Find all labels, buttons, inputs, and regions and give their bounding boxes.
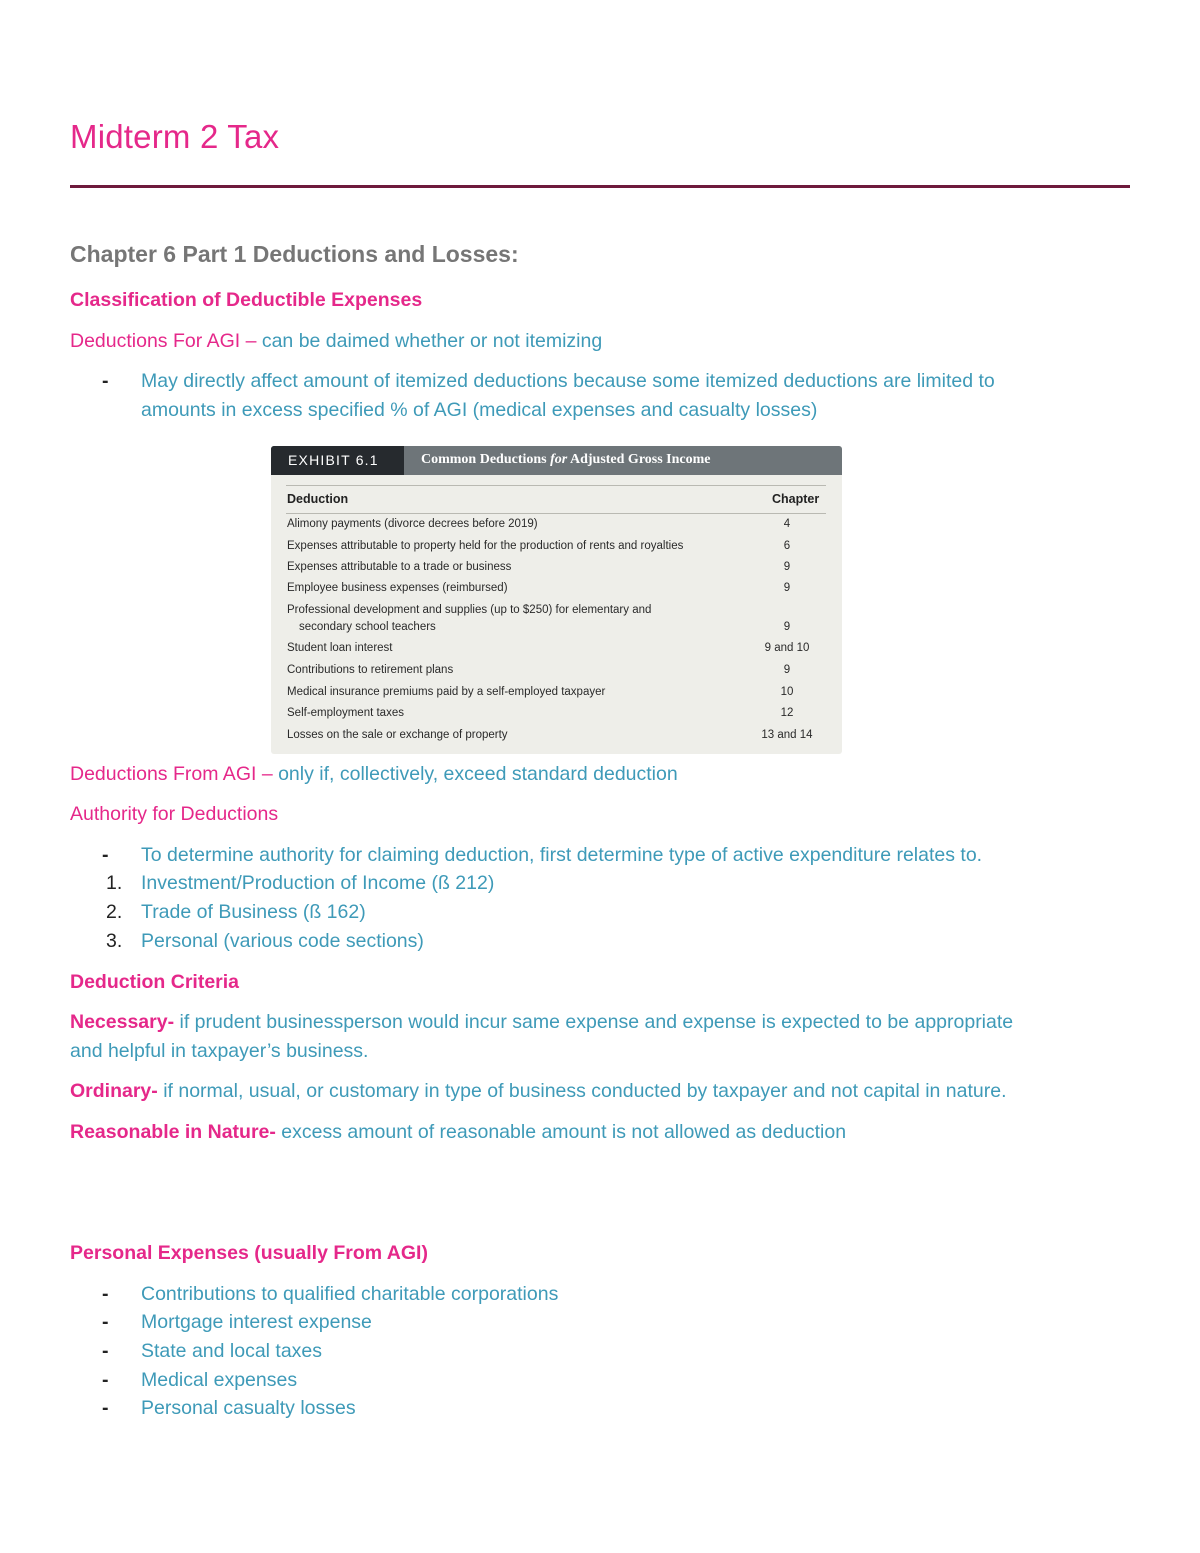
from-agi-paragraph	[70, 760, 678, 789]
from-agi-text: only if, collectively, exceed standard deduction	[272, 763, 678, 785]
exhibit-cell-chapter: 13 and 14	[761, 729, 813, 741]
exhibit-cell-chapter: 9	[783, 582, 791, 594]
exhibit-header	[271, 446, 842, 475]
classification-heading: Classification of Deductible Expenses	[70, 289, 423, 311]
exhibit-cell-chapter: 6	[783, 540, 791, 552]
reasonable-label: Reasonable in Nature-	[70, 1121, 276, 1143]
exhibit-cell-deduction: Self-employment taxes	[287, 707, 404, 719]
bullet-marker: -	[102, 1311, 109, 1333]
exhibit-cell-chapter: 9	[783, 621, 791, 633]
chapter-heading: Chapter 6 Part 1 Deductions and Losses:	[70, 241, 519, 267]
exhibit-cell-chapter: 9	[783, 664, 791, 676]
exhibit-cell-deduction: Medical insurance premiums paid by a self-employed taxpayer	[287, 686, 606, 698]
for-agi-paragraph	[70, 327, 602, 356]
personal-item: Contributions to qualified charitable corporations	[141, 1283, 559, 1305]
exhibit-cell-deduction: Losses on the sale or exchange of property	[287, 729, 508, 741]
for-agi-bullet-line1: May directly affect amount of itemized deductions because some itemized deductions are limited to	[141, 370, 995, 392]
list-text: Trade of Business (ß 162)	[141, 901, 366, 923]
exhibit-cell-deduction: Contributions to retirement plans	[287, 664, 454, 676]
criteria-heading: Deduction Criteria	[70, 971, 240, 993]
exhibit-cell-chapter: 10	[780, 686, 794, 698]
exhibit-cell-chapter: 12	[780, 707, 794, 719]
exhibit-cell-deduction-cont: secondary school teachers	[299, 621, 436, 633]
reasonable-text: excess amount of reasonable amount is not allowed as deduction	[275, 1121, 847, 1143]
exhibit-rule-header	[286, 513, 826, 514]
exhibit-col-chapter: Chapter	[772, 492, 820, 506]
exhibit-rule-top	[286, 485, 826, 486]
personal-item: Personal casualty losses	[141, 1397, 356, 1419]
personal-item: Mortgage interest expense	[141, 1311, 372, 1333]
bullet-marker: -	[102, 1369, 109, 1391]
bullet-marker: -	[102, 1397, 109, 1419]
exhibit-cell-deduction: Expenses attributable to a trade or business	[287, 561, 512, 573]
ordinary-label: Ordinary-	[70, 1080, 158, 1102]
list-text: Investment/Production of Income (ß 212)	[141, 872, 495, 894]
exhibit-cell-deduction: Student loan interest	[287, 642, 393, 654]
for-agi-label: Deductions For AGI –	[70, 330, 257, 352]
exhibit-tag: EXHIBIT 6.1	[271, 446, 404, 475]
exhibit-cell-deduction: Professional development and supplies (up to $250) for elementary and	[287, 604, 652, 616]
reasonable-paragraph	[70, 1118, 846, 1147]
ordinary-text: if normal, usual, or customary in type of business conducted by taxpayer and not capital in nature.	[157, 1080, 1007, 1102]
bullet-marker: -	[102, 370, 109, 392]
personal-heading: Personal Expenses (usually From AGI)	[70, 1242, 428, 1264]
bullet-marker: -	[102, 844, 109, 866]
list-number: 3.	[106, 930, 123, 952]
exhibit-cell-chapter: 9 and 10	[764, 642, 810, 654]
for-agi-text: can be daimed whether or not itemizing	[256, 330, 603, 352]
necessary-continuation: and helpful in taxpayer’s business.	[70, 1040, 369, 1062]
exhibit-cell-deduction: Employee business expenses (reimbursed)	[287, 582, 508, 594]
bullet-marker: -	[102, 1340, 109, 1362]
ordinary-paragraph	[70, 1077, 1007, 1106]
list-number: 1.	[106, 872, 123, 894]
exhibit-title: Common Deductions for Adjusted Gross Income	[421, 452, 711, 467]
document-title: Midterm 2 Tax	[70, 118, 280, 155]
for-agi-bullet-line2: amounts in excess specified % of AGI (medical expenses and casualty losses)	[141, 399, 818, 421]
authority-heading: Authority for Deductions	[70, 803, 279, 825]
necessary-label: Necessary-	[70, 1011, 175, 1033]
exhibit-figure	[271, 446, 842, 754]
exhibit-cell-chapter: 4	[783, 518, 791, 530]
exhibit-cell-deduction: Alimony payments (divorce decrees before 2019)	[287, 518, 538, 530]
title-divider	[70, 185, 1130, 188]
exhibit-col-deduction: Deduction	[287, 492, 349, 506]
list-number: 2.	[106, 901, 123, 923]
personal-item: State and local taxes	[141, 1340, 323, 1362]
from-agi-label: Deductions From AGI –	[70, 763, 273, 785]
exhibit-cell-deduction: Expenses attributable to property held for the production of rents and royalties	[287, 540, 684, 552]
necessary-text: if prudent businessperson would incur same expense and expense is expected to be appropriate	[174, 1011, 1014, 1033]
personal-item: Medical expenses	[141, 1369, 298, 1391]
exhibit-cell-chapter: 9	[783, 561, 791, 573]
authority-bullet: To determine authority for claiming deduction, first determine type of active expenditure relates to.	[141, 844, 983, 866]
list-text: Personal (various code sections)	[141, 930, 424, 952]
necessary-paragraph	[70, 1008, 1013, 1037]
bullet-marker: -	[102, 1283, 109, 1305]
